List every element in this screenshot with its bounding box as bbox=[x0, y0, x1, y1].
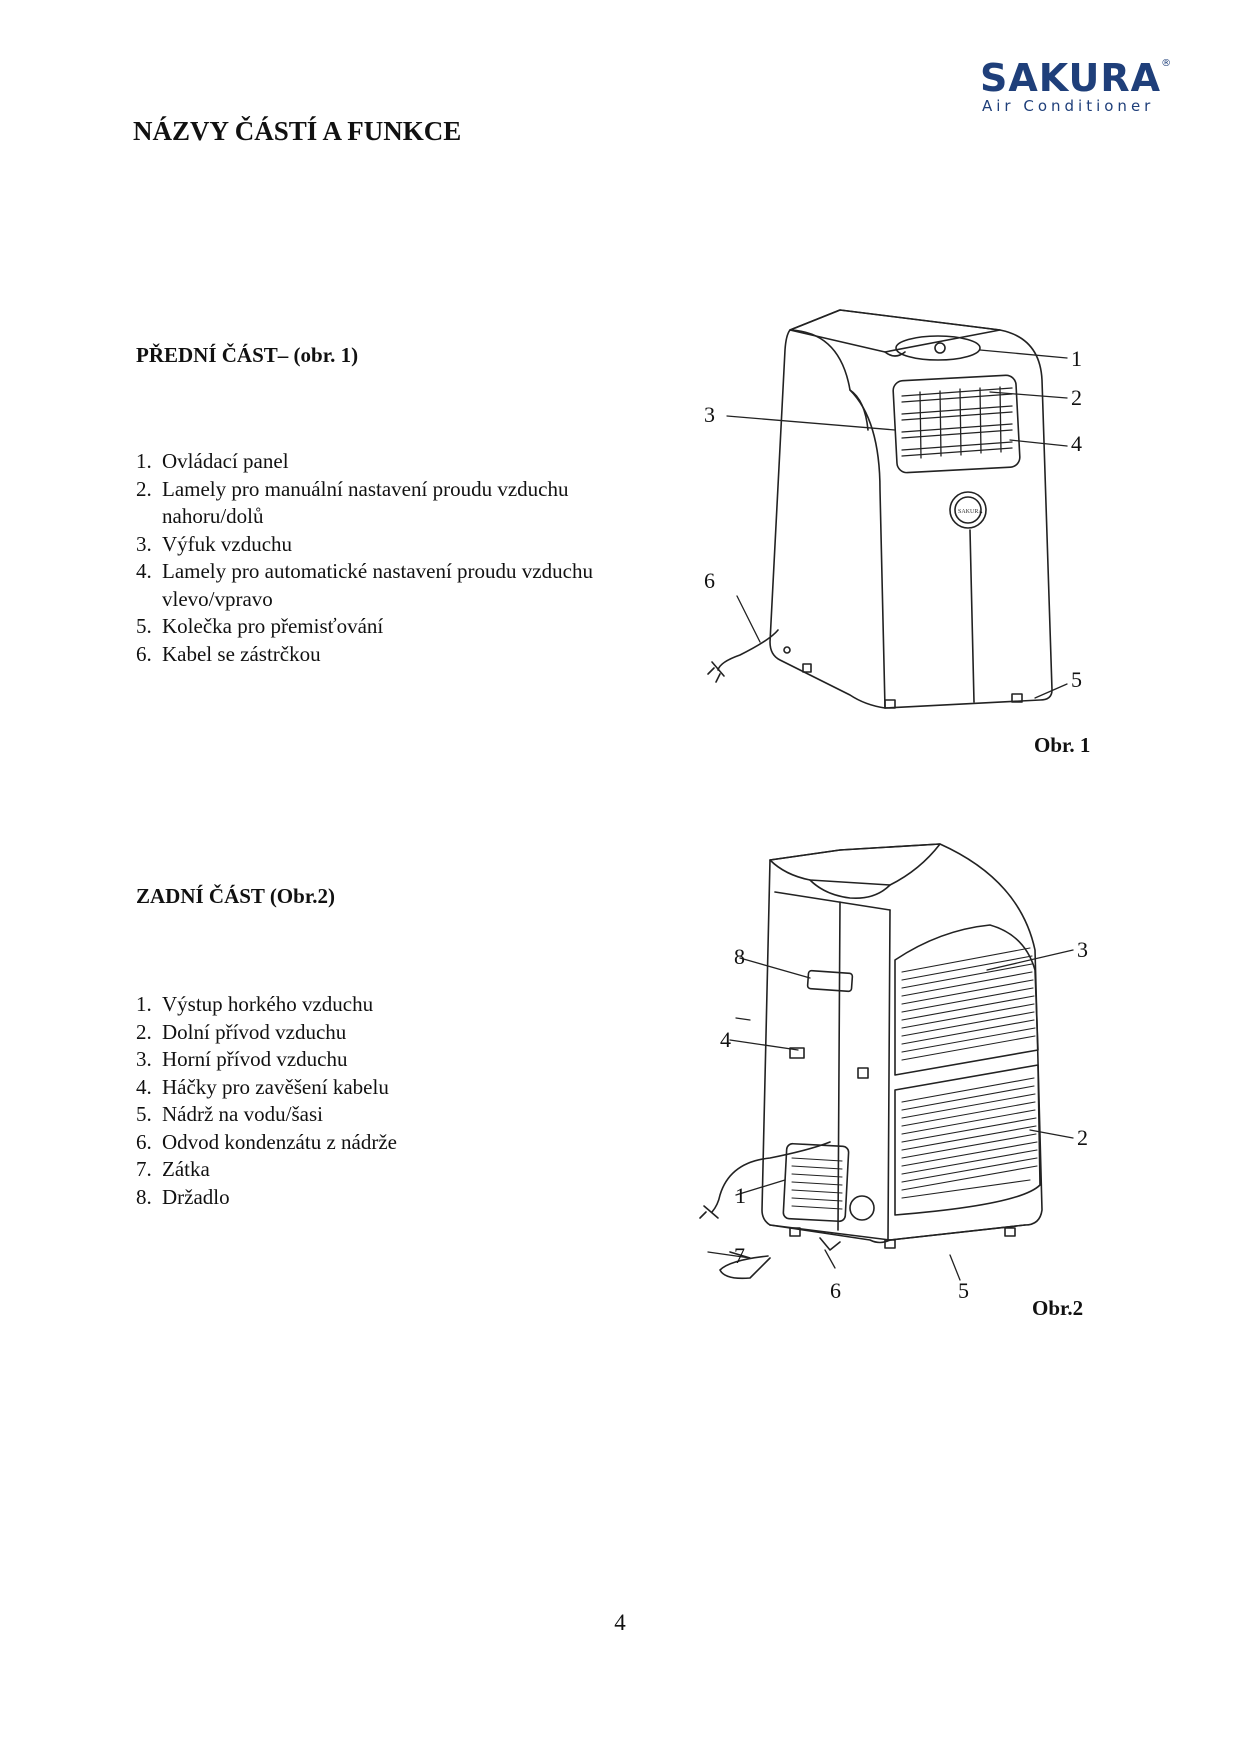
round-port bbox=[850, 1196, 874, 1220]
callout-2: 2 bbox=[1077, 1125, 1088, 1150]
callout-4: 4 bbox=[1071, 431, 1082, 456]
callout-2: 2 bbox=[1071, 385, 1082, 410]
callout-1: 1 bbox=[735, 1183, 746, 1208]
louvers bbox=[902, 387, 1012, 458]
callout-3: 3 bbox=[704, 402, 715, 427]
callout-6: 6 bbox=[704, 568, 715, 593]
unit-top-face bbox=[790, 310, 1000, 352]
lower-intake-frame bbox=[895, 1065, 1040, 1215]
list-item: 1. Ovládací panel bbox=[136, 449, 289, 473]
list-item: 5. Nádrž na vodu/šasi bbox=[136, 1102, 323, 1126]
svg-text:SAKURA: SAKURA bbox=[958, 509, 983, 515]
logo-registered-mark: ® bbox=[1161, 58, 1172, 69]
list-item: 6. Odvod kondenzátu z nádrže bbox=[136, 1129, 397, 1154]
logo-brand-text: SAKURA bbox=[980, 56, 1162, 100]
figure-2-caption: Obr.2 bbox=[1032, 1296, 1084, 1320]
cable-hook bbox=[858, 1068, 868, 1078]
wheel bbox=[1005, 1228, 1015, 1236]
back-section-heading: ZADNÍ ČÁST (Obr.2) bbox=[136, 884, 335, 908]
callout-3: 3 bbox=[1077, 937, 1088, 962]
front-parts-list bbox=[136, 448, 656, 668]
page-title: NÁZVY ČÁSTÍ A FUNKCE bbox=[133, 116, 462, 146]
unit-side-panel bbox=[790, 330, 885, 708]
callout-4: 4 bbox=[720, 1027, 731, 1052]
list-item: 2. Dolní přívod vzduchu bbox=[136, 1019, 347, 1044]
list-item: 7. Zátka bbox=[136, 1157, 210, 1181]
list-item: 6. Kabel se zástrčkou bbox=[136, 641, 321, 666]
page-number: 4 bbox=[614, 1610, 626, 1635]
list-item: 4. Háčky pro zavěšení kabelu bbox=[136, 1074, 389, 1099]
list-item: 1. Výstup horkého vzduchu bbox=[136, 992, 374, 1016]
list-item: 2. Lamely pro manuální nastavení proudu vzduchu nahoru/dolů bbox=[136, 476, 569, 528]
carry-handle bbox=[807, 970, 852, 991]
logo-tagline: Air Conditioner bbox=[982, 97, 1155, 115]
figure-1-caption: Obr. 1 bbox=[1034, 733, 1091, 757]
unit-top-face bbox=[770, 844, 940, 885]
wheel bbox=[803, 664, 811, 672]
callout-5: 5 bbox=[958, 1278, 969, 1303]
callout-1: 1 bbox=[1071, 346, 1082, 371]
drain-tube bbox=[720, 1256, 770, 1278]
list-item: 8. Držadlo bbox=[136, 1184, 230, 1209]
list-item: 3. Výfuk vzduchu bbox=[136, 531, 293, 556]
list-item: 4. Lamely pro automatické nastavení proudu vzduchu vlevo/vpravo bbox=[136, 559, 593, 611]
back-view-figure bbox=[690, 840, 1130, 1320]
back-parts-list bbox=[136, 991, 656, 1211]
callout-7: 7 bbox=[734, 1243, 745, 1268]
power-cable bbox=[712, 1142, 830, 1212]
front-view-figure bbox=[690, 290, 1130, 730]
callout-8: 8 bbox=[734, 944, 745, 969]
power-cable bbox=[718, 630, 778, 670]
unit-body-outline bbox=[770, 310, 1052, 708]
upper-intake-grille bbox=[902, 948, 1035, 1060]
brand-logo bbox=[980, 58, 1170, 114]
list-item: 3. Horní přívod vzduchu bbox=[136, 1047, 348, 1071]
callout-5: 5 bbox=[1071, 667, 1082, 692]
lower-intake-grille bbox=[902, 1078, 1037, 1198]
front-section-heading: PŘEDNÍ ČÁST– (obr. 1) bbox=[136, 343, 359, 367]
callout-6: 6 bbox=[830, 1278, 841, 1303]
list-item: 5. Kolečka pro přemisťování bbox=[136, 614, 384, 638]
